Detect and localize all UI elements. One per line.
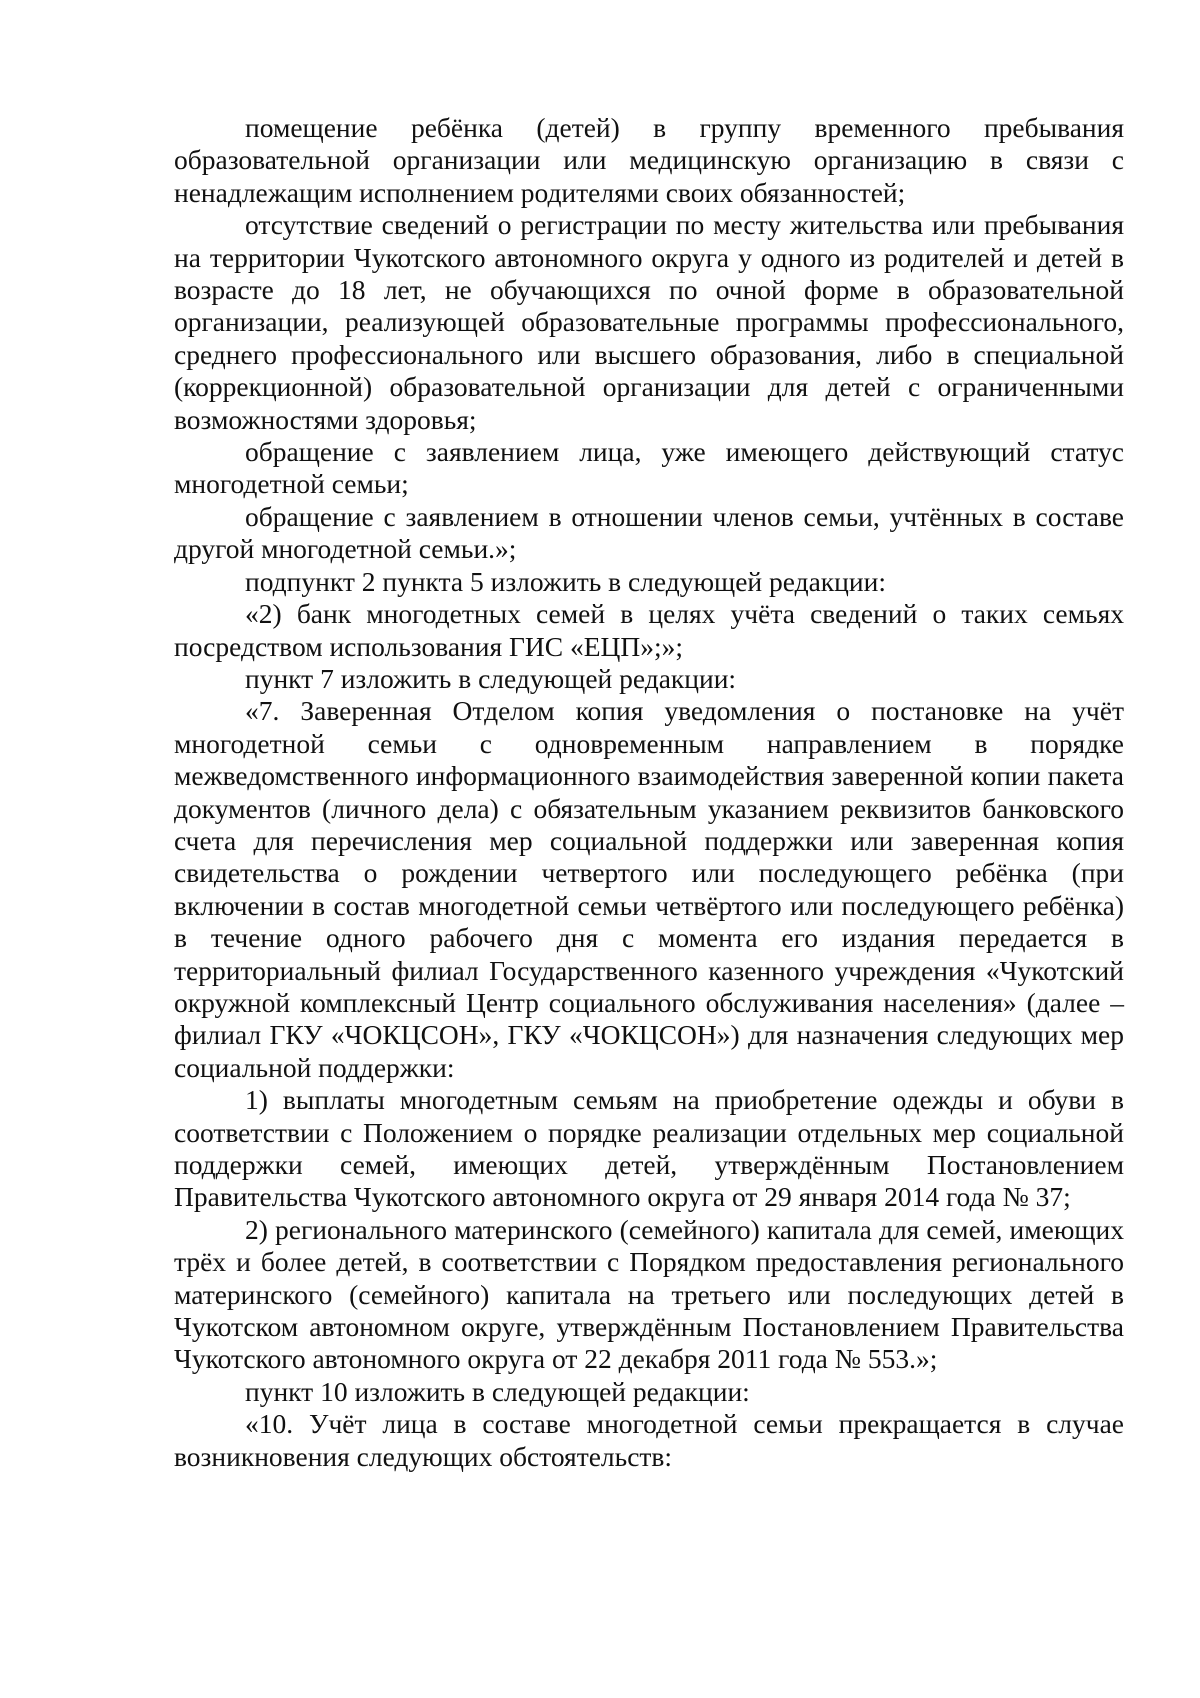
- paragraph-placement-in-group: помещение ребёнка (детей) в группу временного пребывания образовательной организации или медицинскую организацию в связи с ненадлежащим исполнением родителями своих обязанностей;: [174, 112, 1124, 208]
- paragraph-other-family: обращение с заявлением в отношении членов семьи, учтённых в составе другой многодетной семьи.»;: [174, 500, 1124, 565]
- paragraph-item-7-text: «7. Заверенная Отделом копия уведомления о постановке на учёт многодетной семьи с одновременным направлением в порядке межведомственного информационного взаимодействия заверенной копии пакета документов (личного дела) с обязательным указанием реквизитов банковского счета для перечисления мер социальной поддержки или заверенная копия свидетельства о рождении четвертого или последующего ребёнка (при включении в состав многодетной семьи четвёртого или последующего ребёнка) в течение одного рабочего дня с момента его издания передается в территориальный филиал Государственного казенного учреждения «Чукотский окружной комплексный Центр социального обслуживания населения» (далее – филиал ГКУ «ЧОКЦСОН», ГКУ «ЧОКЦСОН») для назначения следующих мер социальной поддержки:: [174, 695, 1124, 1083]
- paragraph-bank-of-families: «2) банк многодетных семей в целях учёта сведений о таких семьях посредством использования ГИС «ЕЦП»;»;: [174, 598, 1124, 662]
- paragraph-maternity-capital: 2) регионального материнского (семейного) капитала для семей, имеющих трёх и более детей, в соответствии с Порядком предоставления регионального материнского (семейного) капитала на третьего или последующих детей в Чукотском автономном округе, утверждённым Постановлением Правительства Чукотского автономного округа от 22 декабря 2011 года № 553.»;: [174, 1213, 1124, 1375]
- paragraph-subclause-2-item-5: подпункт 2 пункта 5 изложить в следующей редакции:: [245, 565, 886, 597]
- paragraph-item-10-text: «10. Учёт лица в составе многодетной семьи прекращается в случае возникновения следующих обстоятельств:: [174, 1408, 1124, 1472]
- paragraph-item-7-heading: пункт 7 изложить в следующей редакции:: [245, 662, 737, 694]
- paragraph-item-10-heading: пункт 10 изложить в следующей редакции:: [245, 1375, 750, 1407]
- paragraph-existing-status: обращение с заявлением лица, уже имеющего действующий статус многодетной семьи;: [174, 436, 1124, 500]
- paragraph-clothing-payments: 1) выплаты многодетным семьям на приобретение одежды и обуви в соответствии с Положением о порядке реализации отдельных мер социальной поддержки семей, имеющих детей, утверждённым Постановлением Правительства Чукотского автономного округа от 29 января 2014 года № 37;: [174, 1084, 1124, 1213]
- paragraph-no-registration: отсутствие сведений о регистрации по месту жительства или пребывания на территории Чукотского автономного округа у одного из родителей и детей в возрасте до 18 лет, не обучающихся по очной форме в образовательной организации, реализующей образовательные программы профессионального, среднего профессионального или высшего образования, либо в специальной (коррекционной) образовательной организации для детей с ограниченными возможностями здоровья;: [174, 209, 1124, 435]
- document-body: [174, 112, 1124, 1473]
